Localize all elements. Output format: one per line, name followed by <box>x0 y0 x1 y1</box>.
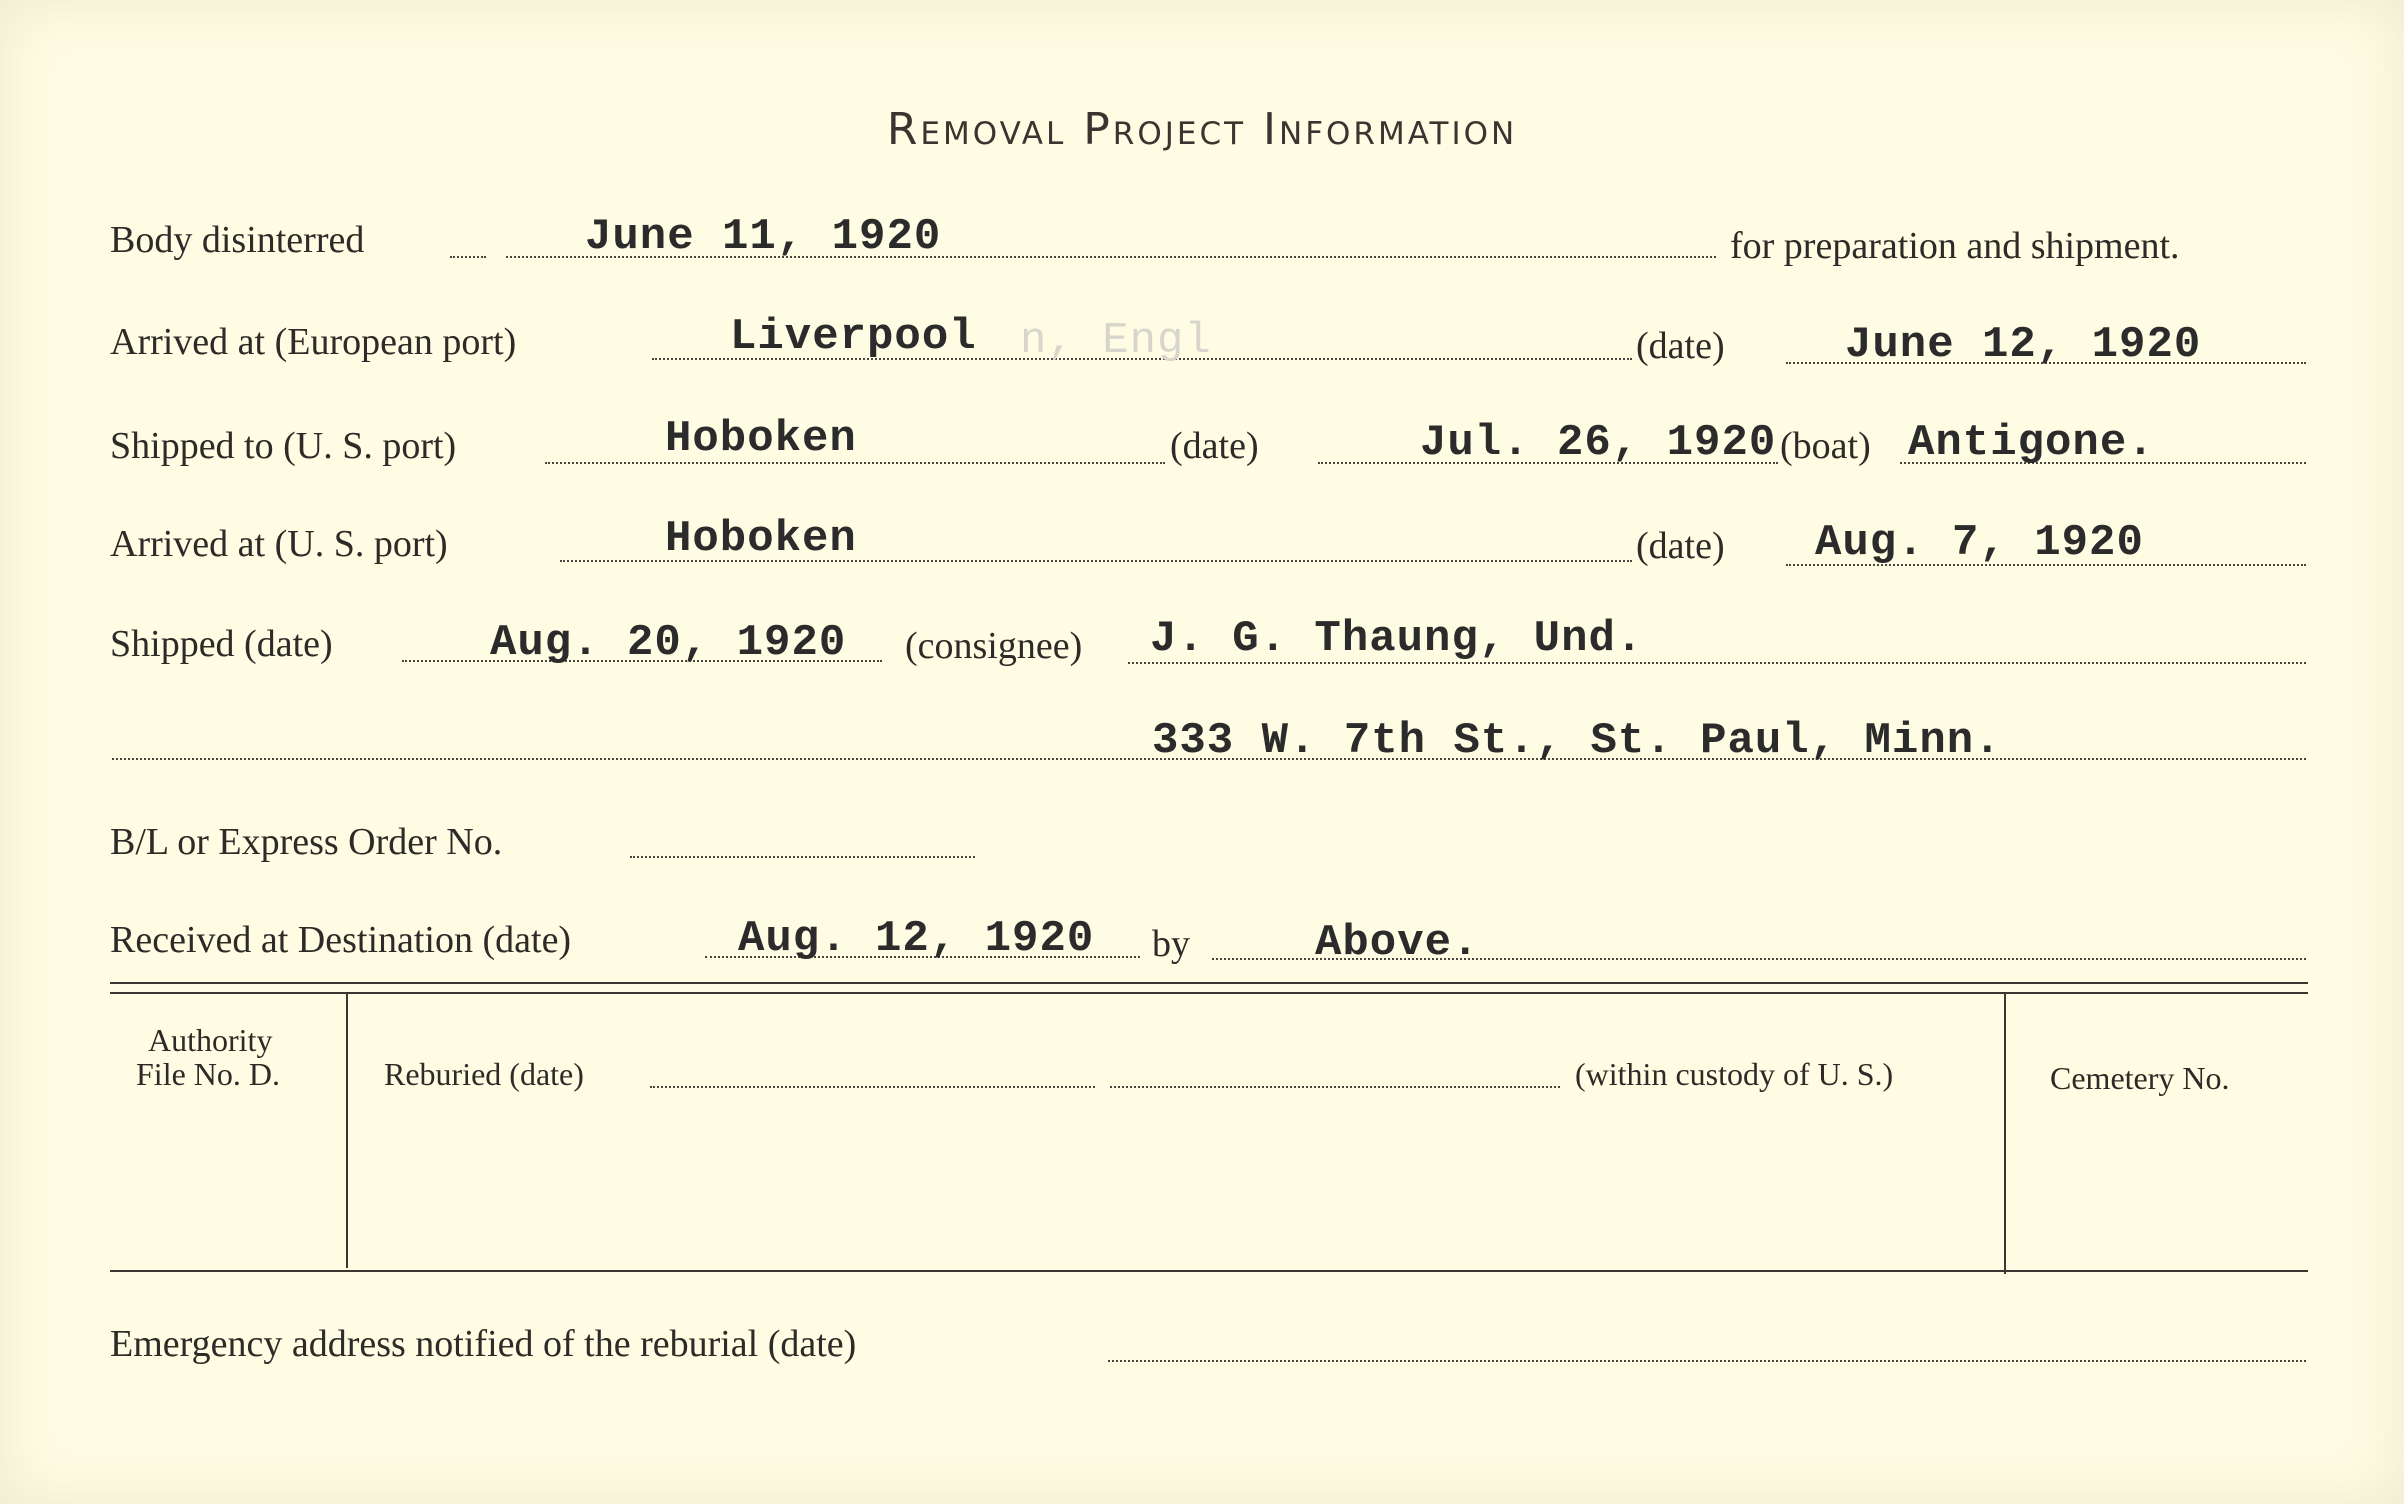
consignee-label: (consignee) <box>905 625 1083 667</box>
separator-rule <box>110 1270 2308 1272</box>
by-label: by <box>1152 923 1190 965</box>
by-value: Above. <box>1315 918 1480 968</box>
dotted-line <box>450 256 486 258</box>
dotted-line <box>1108 1360 2306 1362</box>
shipped-us-value: Hoboken <box>665 414 857 464</box>
arrived-us-date-label: (date) <box>1636 525 1725 567</box>
arrived-european-date-label: (date) <box>1636 325 1725 367</box>
bl-label: B/L or Express Order No. <box>110 821 503 863</box>
column-divider <box>346 994 348 1268</box>
consignee-address: 333 W. 7th St., St. Paul, Minn. <box>1152 716 2002 766</box>
custody-label: (within custody of U. S.) <box>1575 1056 1894 1092</box>
received-label: Received at Destination (date) <box>110 919 572 961</box>
dotted-line <box>650 1086 1095 1088</box>
arrived-us-label: Arrived at (U. S. port) <box>110 523 448 565</box>
body-disinterred-value: June 11, 1920 <box>585 212 942 262</box>
body-disinterred-label: Body disinterred <box>110 219 365 261</box>
arrived-european-faint-text: n, Engl <box>1020 316 1212 366</box>
arrived-us-date: Aug. 7, 1920 <box>1815 518 2144 568</box>
boat-label: (boat) <box>1780 425 1871 467</box>
arrived-european-label: Arrived at (European port) <box>110 321 517 363</box>
consignee-value: J. G. Thaung, Und. <box>1150 614 1644 664</box>
arrived-european-value: Liverpool <box>730 312 977 362</box>
separator-rule <box>110 982 2308 984</box>
shipped-us-date-label: (date) <box>1170 425 1259 467</box>
shipped-us-label: Shipped to (U. S. port) <box>110 425 457 467</box>
arrived-european-date: June 12, 1920 <box>1845 320 2202 370</box>
shipped-us-date: Jul. 26, 1920 <box>1420 418 1777 468</box>
form-title: Removal Project Information <box>886 104 1518 155</box>
received-value: Aug. 12, 1920 <box>738 914 1095 964</box>
reburied-label: Reburied (date) <box>384 1056 584 1092</box>
dotted-line <box>630 856 975 858</box>
body-disinterred-suffix: for preparation and shipment. <box>1730 225 2180 267</box>
column-divider <box>2004 994 2006 1274</box>
cemetery-label: Cemetery No. <box>2050 1060 2230 1096</box>
shipped-date-label: Shipped (date) <box>110 623 333 665</box>
file-no-label: File No. D. <box>136 1056 280 1092</box>
separator-rule <box>110 992 2308 994</box>
boat-value: Antigone. <box>1908 418 2155 468</box>
emergency-label: Emergency address notified of the reburial (date) <box>110 1323 857 1365</box>
arrived-us-value: Hoboken <box>665 514 857 564</box>
authority-label: Authority <box>148 1022 273 1058</box>
dotted-line <box>1110 1086 1560 1088</box>
shipped-date-value: Aug. 20, 1920 <box>490 618 847 668</box>
